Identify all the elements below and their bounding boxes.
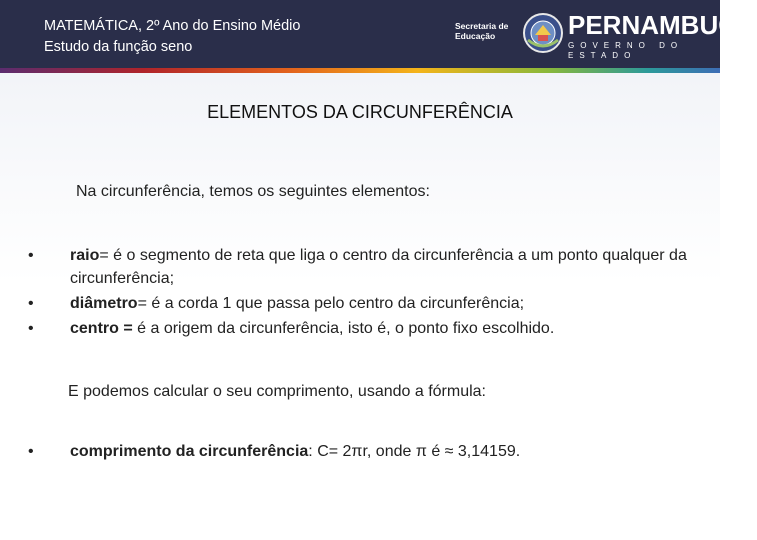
header-text: [44, 16, 300, 58]
list-item: [28, 440, 688, 463]
secretaria-line2: Educação: [455, 31, 496, 41]
lesson-title: Estudo da função seno: [44, 39, 193, 55]
bullet-icon: •: [28, 247, 34, 264]
list-item: [28, 292, 688, 315]
elements-list: [28, 244, 688, 342]
list-item: [28, 244, 688, 290]
formula-term: comprimento da circunferência: [70, 443, 309, 460]
header-bar: [0, 0, 757, 68]
item-term: raio: [70, 247, 100, 264]
brand-name: PERNAMBUCO: [568, 10, 757, 40]
item-text: = é o segmento de reta que liga o centro da circunferência a um ponto qualquer da circunferência;: [70, 247, 687, 287]
brand-subtitle: GOVERNO DO ESTADO: [568, 41, 684, 60]
brand-logo: [568, 10, 757, 61]
formula-intro-text: E podemos calcular o seu comprimento, usando a fórmula:: [68, 383, 486, 400]
formula-text: : C= 2πr, onde π é ≈ 3,14159.: [308, 443, 521, 460]
item-term: diâmetro: [70, 295, 138, 312]
formula-list: [28, 440, 688, 463]
bullet-icon: •: [28, 443, 34, 460]
bullet-icon: •: [28, 320, 34, 337]
list-item: [28, 317, 688, 340]
state-seal-icon: [522, 12, 564, 54]
subject-title: MATEMÁTICA, 2º Ano do Ensino Médio: [44, 18, 301, 34]
slide-title: ELEMENTOS DA CIRCUNFERÊNCIA: [207, 102, 513, 122]
item-term: centro =: [70, 320, 133, 337]
secretaria-line1: Secretaria de: [455, 21, 509, 31]
intro-text: Na circunferência, temos os seguintes elementos:: [76, 183, 430, 200]
item-text: = é a corda 1 que passa pelo centro da circunferência;: [137, 295, 525, 312]
bullet-icon: •: [28, 295, 34, 312]
item-text: é a origem da circunferência, isto é, o ponto fixo escolhido.: [132, 320, 555, 337]
secretaria-label: [455, 21, 508, 41]
